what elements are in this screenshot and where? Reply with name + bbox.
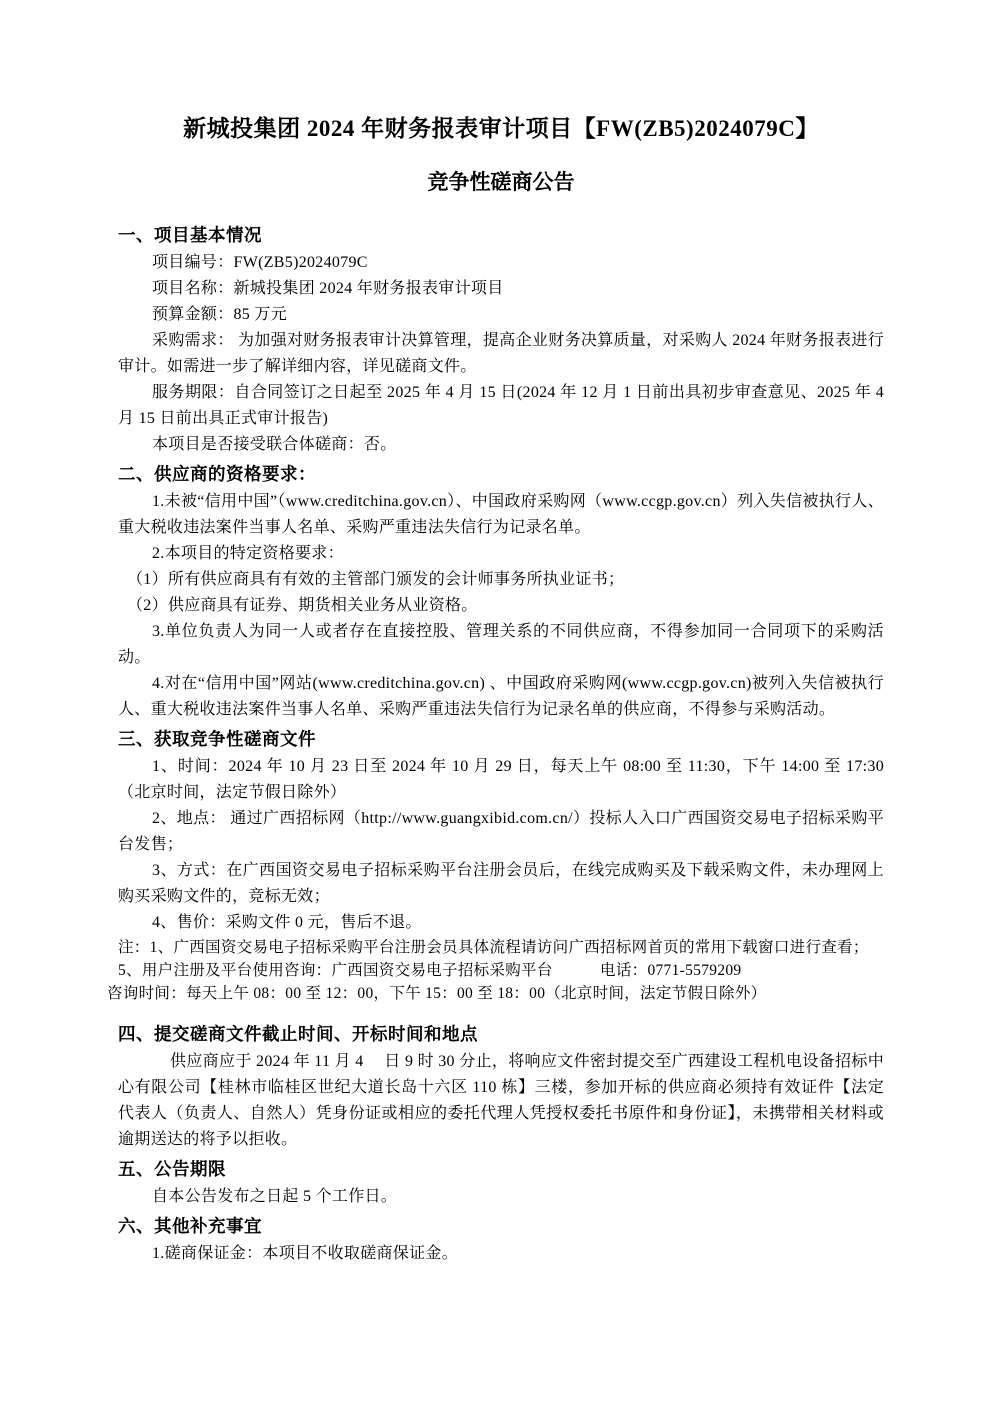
section-obtain-documents [107, 726, 884, 1005]
paragraph-deadline-and-opening-1: 供应商应于 2024 年 11 月 4 日 9 时 30 分止，将响应文件密封提交至广西建设工程机电设备招标中心有限公司【桂林市临桂区世纪大道长岛十六区 110 栋】三楼，参加开标的供应商必须持有效证件【法定代表人（负责人、自然人）凭身份证或相应的委托代理人凭授权委托书原件和身份证】，未携带相关材料或逾期送达的将予以拒收。 [118, 1053, 884, 1148]
paragraph-project-basic-info-2: 项目名称：新城投集团 2024 年财务报表审计项目 [152, 280, 504, 297]
paragraph-project-basic-info-3: 预算金额：85 万元 [152, 306, 288, 323]
section-other-supplementary [118, 1213, 884, 1267]
section-heading-supplier-qualification: 二、供应商的资格要求： [118, 464, 316, 484]
section-heading-project-basic-info: 一、项目基本情况 [118, 225, 262, 245]
paragraph-supplier-qualification-4: （2）供应商具有证券、期货相关业务从业资格。 [127, 597, 478, 614]
section-announcement-period [118, 1156, 884, 1210]
document-body [107, 222, 884, 1267]
paragraph-supplier-qualification-6: 4.对在“信用中国”网站(www.creditchina.gov.cn) 、中国政府采购网(www.ccgp.gov.cn)被列入失信被执行人、重大税收违法案件当事人名单、采购严重违法失信行为记录名单的供应商，不得参与采购活动。 [118, 675, 884, 718]
paragraph-obtain-documents-2: 2、地点： 通过广西招标网（http://www.guangxibid.com.cn/）投标人入口广西国资交易电子招标采购平台发售； [118, 810, 884, 853]
paragraph-project-basic-info-5: 服务期限：自合同签订之日起至 2025 年 4 月 15 日(2024 年 12 月 1 日前出具初步审查意见、2025 年 4 月 15 日前出具正式审计报告) [118, 384, 884, 427]
section-project-basic-info [118, 222, 884, 458]
paragraph-obtain-documents-5: 注：1、广西国资交易电子招标采购平台注册会员具体流程请访问广西招标网首页的常用下载窗口进行查看； [118, 939, 869, 956]
section-deadline-and-opening [118, 1021, 884, 1153]
paragraph-obtain-documents-4: 4、售价：采购文件 0 元，售后不退。 [152, 914, 422, 931]
paragraph-obtain-documents-1: 1、时间：2024 年 10 月 23 日至 2024 年 10 月 29 日，每天上午 08:00 至 11:30，下午 14:00 至 17:30（北京时间，法定节假日除外） [118, 758, 884, 801]
document-subtitle: 竞争性磋商公告 [427, 171, 575, 194]
paragraph-other-supplementary-1: 1.磋商保证金：本项目不收取磋商保证金。 [152, 1245, 459, 1262]
paragraph-supplier-qualification-3: （1）所有供应商具有有效的主管部门颁发的会计师事务所执业证书； [127, 571, 625, 588]
paragraph-announcement-period-1: 自本公告发布之日起 5 个工作日。 [152, 1188, 398, 1205]
document-title: 新城投集团 2024 年财务报表审计项目【FW(ZB5)2024079C】 [183, 116, 819, 141]
paragraph-supplier-qualification-5: 3.单位负责人为同一人或者存在直接控股、管理关系的不同供应商，不得参加同一合同项下的采购活动。 [118, 623, 884, 666]
section-heading-announcement-period: 五、公告期限 [118, 1159, 226, 1179]
paragraph-obtain-documents-3: 3、方式：在广西国资交易电子招标采购平台注册会员后，在线完成购买及下载采购文件，未办理网上购买采购文件的，竞标无效； [118, 862, 884, 905]
paragraph-project-basic-info-4: 采购需求： 为加强对财务报表审计决算管理，提高企业财务决算质量，对采购人 2024 年财务报表进行审计。如需进一步了解详细内容，详见磋商文件。 [118, 332, 884, 375]
paragraph-supplier-qualification-1: 1.未被“信用中国”（www.creditchina.gov.cn）、中国政府采购网（www.ccgp.gov.cn）列入失信被执行人、重大税收违法案件当事人名单、采购严重违法失信行为记录名单。 [118, 493, 884, 536]
section-supplier-qualification [118, 461, 884, 723]
section-heading-obtain-documents: 三、获取竞争性磋商文件 [118, 729, 316, 749]
section-heading-other-supplementary: 六、其他补充事宜 [118, 1216, 262, 1236]
paragraph-supplier-qualification-2: 2.本项目的特定资格要求： [152, 545, 344, 562]
paragraph-project-basic-info-1: 项目编号：FW(ZB5)2024079C [152, 254, 368, 271]
paragraph-project-basic-info-6: 本项目是否接受联合体磋商：否。 [152, 436, 397, 453]
paragraph-obtain-documents-6: 5、用户注册及平台使用咨询：广西国资交易电子招标采购平台 电话：0771-5579209 [118, 962, 742, 979]
section-heading-deadline-and-opening: 四、提交磋商文件截止时间、开标时间和地点 [118, 1024, 478, 1044]
paragraph-obtain-documents-7: 咨询时间：每天上午 08：00 至 12：00，下午 15：00 至 18：00（北京时间，法定节假日除外） [107, 985, 767, 1002]
